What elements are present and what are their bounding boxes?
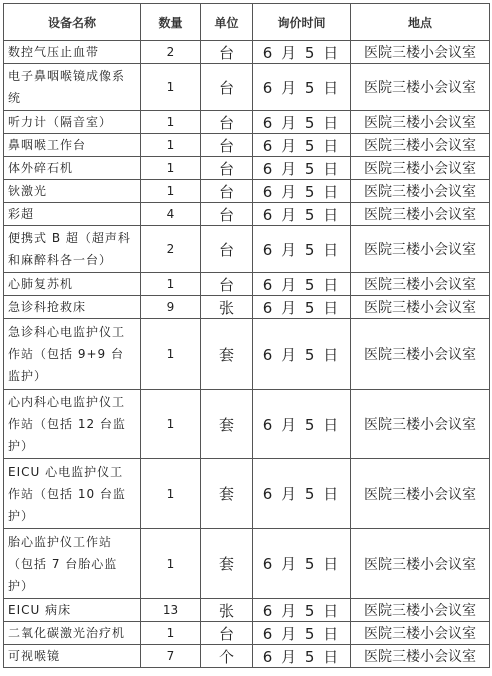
cell-unit: 套 xyxy=(201,529,253,599)
cell-unit: 套 xyxy=(201,459,253,529)
cell-unit: 套 xyxy=(201,390,253,459)
cell-name: 体外碎石机 xyxy=(4,157,141,180)
cell-time: 6 月 5 日 xyxy=(253,180,351,203)
header-location: 地点 xyxy=(351,4,490,41)
cell-time: 6 月 5 日 xyxy=(253,203,351,226)
cell-unit: 台 xyxy=(201,111,253,134)
table-row xyxy=(4,529,490,599)
cell-time: 6 月 5 日 xyxy=(253,459,351,529)
cell-qty: 1 xyxy=(141,319,201,390)
cell-location: 医院三楼小会议室 xyxy=(351,203,490,226)
cell-time: 6 月 5 日 xyxy=(253,390,351,459)
cell-time: 6 月 5 日 xyxy=(253,296,351,319)
header-row xyxy=(4,4,490,41)
table-row xyxy=(4,599,490,622)
cell-qty: 1 xyxy=(141,529,201,599)
table-row xyxy=(4,111,490,134)
cell-unit: 台 xyxy=(201,180,253,203)
cell-name: 可视喉镜 xyxy=(4,645,141,668)
cell-location: 医院三楼小会议室 xyxy=(351,273,490,296)
header-unit: 单位 xyxy=(201,4,253,41)
cell-qty: 9 xyxy=(141,296,201,319)
cell-qty: 2 xyxy=(141,226,201,273)
table-body xyxy=(4,41,490,668)
cell-time: 6 月 5 日 xyxy=(253,157,351,180)
cell-qty: 1 xyxy=(141,157,201,180)
cell-location: 医院三楼小会议室 xyxy=(351,64,490,111)
cell-location: 医院三楼小会议室 xyxy=(351,157,490,180)
header-time: 询价时间 xyxy=(253,4,351,41)
cell-qty: 1 xyxy=(141,64,201,111)
cell-time: 6 月 5 日 xyxy=(253,319,351,390)
equipment-inquiry-table xyxy=(3,3,490,668)
cell-unit: 套 xyxy=(201,319,253,390)
cell-qty: 7 xyxy=(141,645,201,668)
cell-name: 数控气压止血带 xyxy=(4,41,141,64)
cell-name: 胎心监护仪工作站（包括 7 台胎心监护） xyxy=(4,529,141,599)
cell-unit: 台 xyxy=(201,134,253,157)
cell-location: 医院三楼小会议室 xyxy=(351,390,490,459)
cell-name: 彩超 xyxy=(4,203,141,226)
cell-unit: 台 xyxy=(201,157,253,180)
cell-time: 6 月 5 日 xyxy=(253,111,351,134)
cell-unit: 台 xyxy=(201,41,253,64)
cell-time: 6 月 5 日 xyxy=(253,226,351,273)
table-row xyxy=(4,459,490,529)
table-row xyxy=(4,226,490,273)
cell-unit: 台 xyxy=(201,64,253,111)
header-qty: 数量 xyxy=(141,4,201,41)
cell-location: 医院三楼小会议室 xyxy=(351,645,490,668)
cell-name: 鼻咽喉工作台 xyxy=(4,134,141,157)
table-row xyxy=(4,41,490,64)
cell-location: 医院三楼小会议室 xyxy=(351,226,490,273)
cell-location: 医院三楼小会议室 xyxy=(351,599,490,622)
cell-name: 二氧化碳激光治疗机 xyxy=(4,622,141,645)
cell-location: 医院三楼小会议室 xyxy=(351,622,490,645)
table-row xyxy=(4,203,490,226)
table-row xyxy=(4,296,490,319)
cell-name: 心肺复苏机 xyxy=(4,273,141,296)
cell-qty: 1 xyxy=(141,111,201,134)
header-name: 设备名称 xyxy=(4,4,141,41)
cell-time: 6 月 5 日 xyxy=(253,599,351,622)
equipment-table-container xyxy=(3,3,490,668)
cell-location: 医院三楼小会议室 xyxy=(351,529,490,599)
cell-location: 医院三楼小会议室 xyxy=(351,134,490,157)
cell-unit: 台 xyxy=(201,273,253,296)
cell-name: 听力计（隔音室） xyxy=(4,111,141,134)
table-row xyxy=(4,622,490,645)
cell-location: 医院三楼小会议室 xyxy=(351,41,490,64)
cell-location: 医院三楼小会议室 xyxy=(351,296,490,319)
cell-location: 医院三楼小会议室 xyxy=(351,319,490,390)
cell-time: 6 月 5 日 xyxy=(253,645,351,668)
cell-qty: 2 xyxy=(141,41,201,64)
cell-location: 医院三楼小会议室 xyxy=(351,459,490,529)
cell-qty: 1 xyxy=(141,134,201,157)
cell-time: 6 月 5 日 xyxy=(253,529,351,599)
table-row xyxy=(4,645,490,668)
cell-time: 6 月 5 日 xyxy=(253,622,351,645)
table-row xyxy=(4,319,490,390)
cell-name: 电子鼻咽喉镜成像系统 xyxy=(4,64,141,111)
cell-name: 心内科心电监护仪工作站（包括 12 台监护） xyxy=(4,390,141,459)
table-row xyxy=(4,64,490,111)
cell-time: 6 月 5 日 xyxy=(253,134,351,157)
cell-unit: 台 xyxy=(201,622,253,645)
cell-time: 6 月 5 日 xyxy=(253,273,351,296)
cell-time: 6 月 5 日 xyxy=(253,64,351,111)
cell-name: 急诊科心电监护仪工作站（包括 9+9 台监护） xyxy=(4,319,141,390)
cell-unit: 张 xyxy=(201,296,253,319)
table-row xyxy=(4,134,490,157)
cell-name: EICU 心电监护仪工作站（包括 10 台监护） xyxy=(4,459,141,529)
cell-qty: 1 xyxy=(141,390,201,459)
cell-unit: 台 xyxy=(201,203,253,226)
table-row xyxy=(4,180,490,203)
cell-qty: 4 xyxy=(141,203,201,226)
cell-qty: 13 xyxy=(141,599,201,622)
table-row xyxy=(4,157,490,180)
table-row xyxy=(4,390,490,459)
cell-name: 钬激光 xyxy=(4,180,141,203)
cell-name: 便携式 B 超（超声科和麻醉科各一台） xyxy=(4,226,141,273)
table-row xyxy=(4,273,490,296)
cell-qty: 1 xyxy=(141,180,201,203)
cell-unit: 个 xyxy=(201,645,253,668)
cell-location: 医院三楼小会议室 xyxy=(351,111,490,134)
cell-unit: 张 xyxy=(201,599,253,622)
cell-qty: 1 xyxy=(141,459,201,529)
cell-time: 6 月 5 日 xyxy=(253,41,351,64)
cell-name: EICU 病床 xyxy=(4,599,141,622)
cell-qty: 1 xyxy=(141,622,201,645)
cell-location: 医院三楼小会议室 xyxy=(351,180,490,203)
cell-name: 急诊科抢救床 xyxy=(4,296,141,319)
cell-qty: 1 xyxy=(141,273,201,296)
cell-unit: 台 xyxy=(201,226,253,273)
